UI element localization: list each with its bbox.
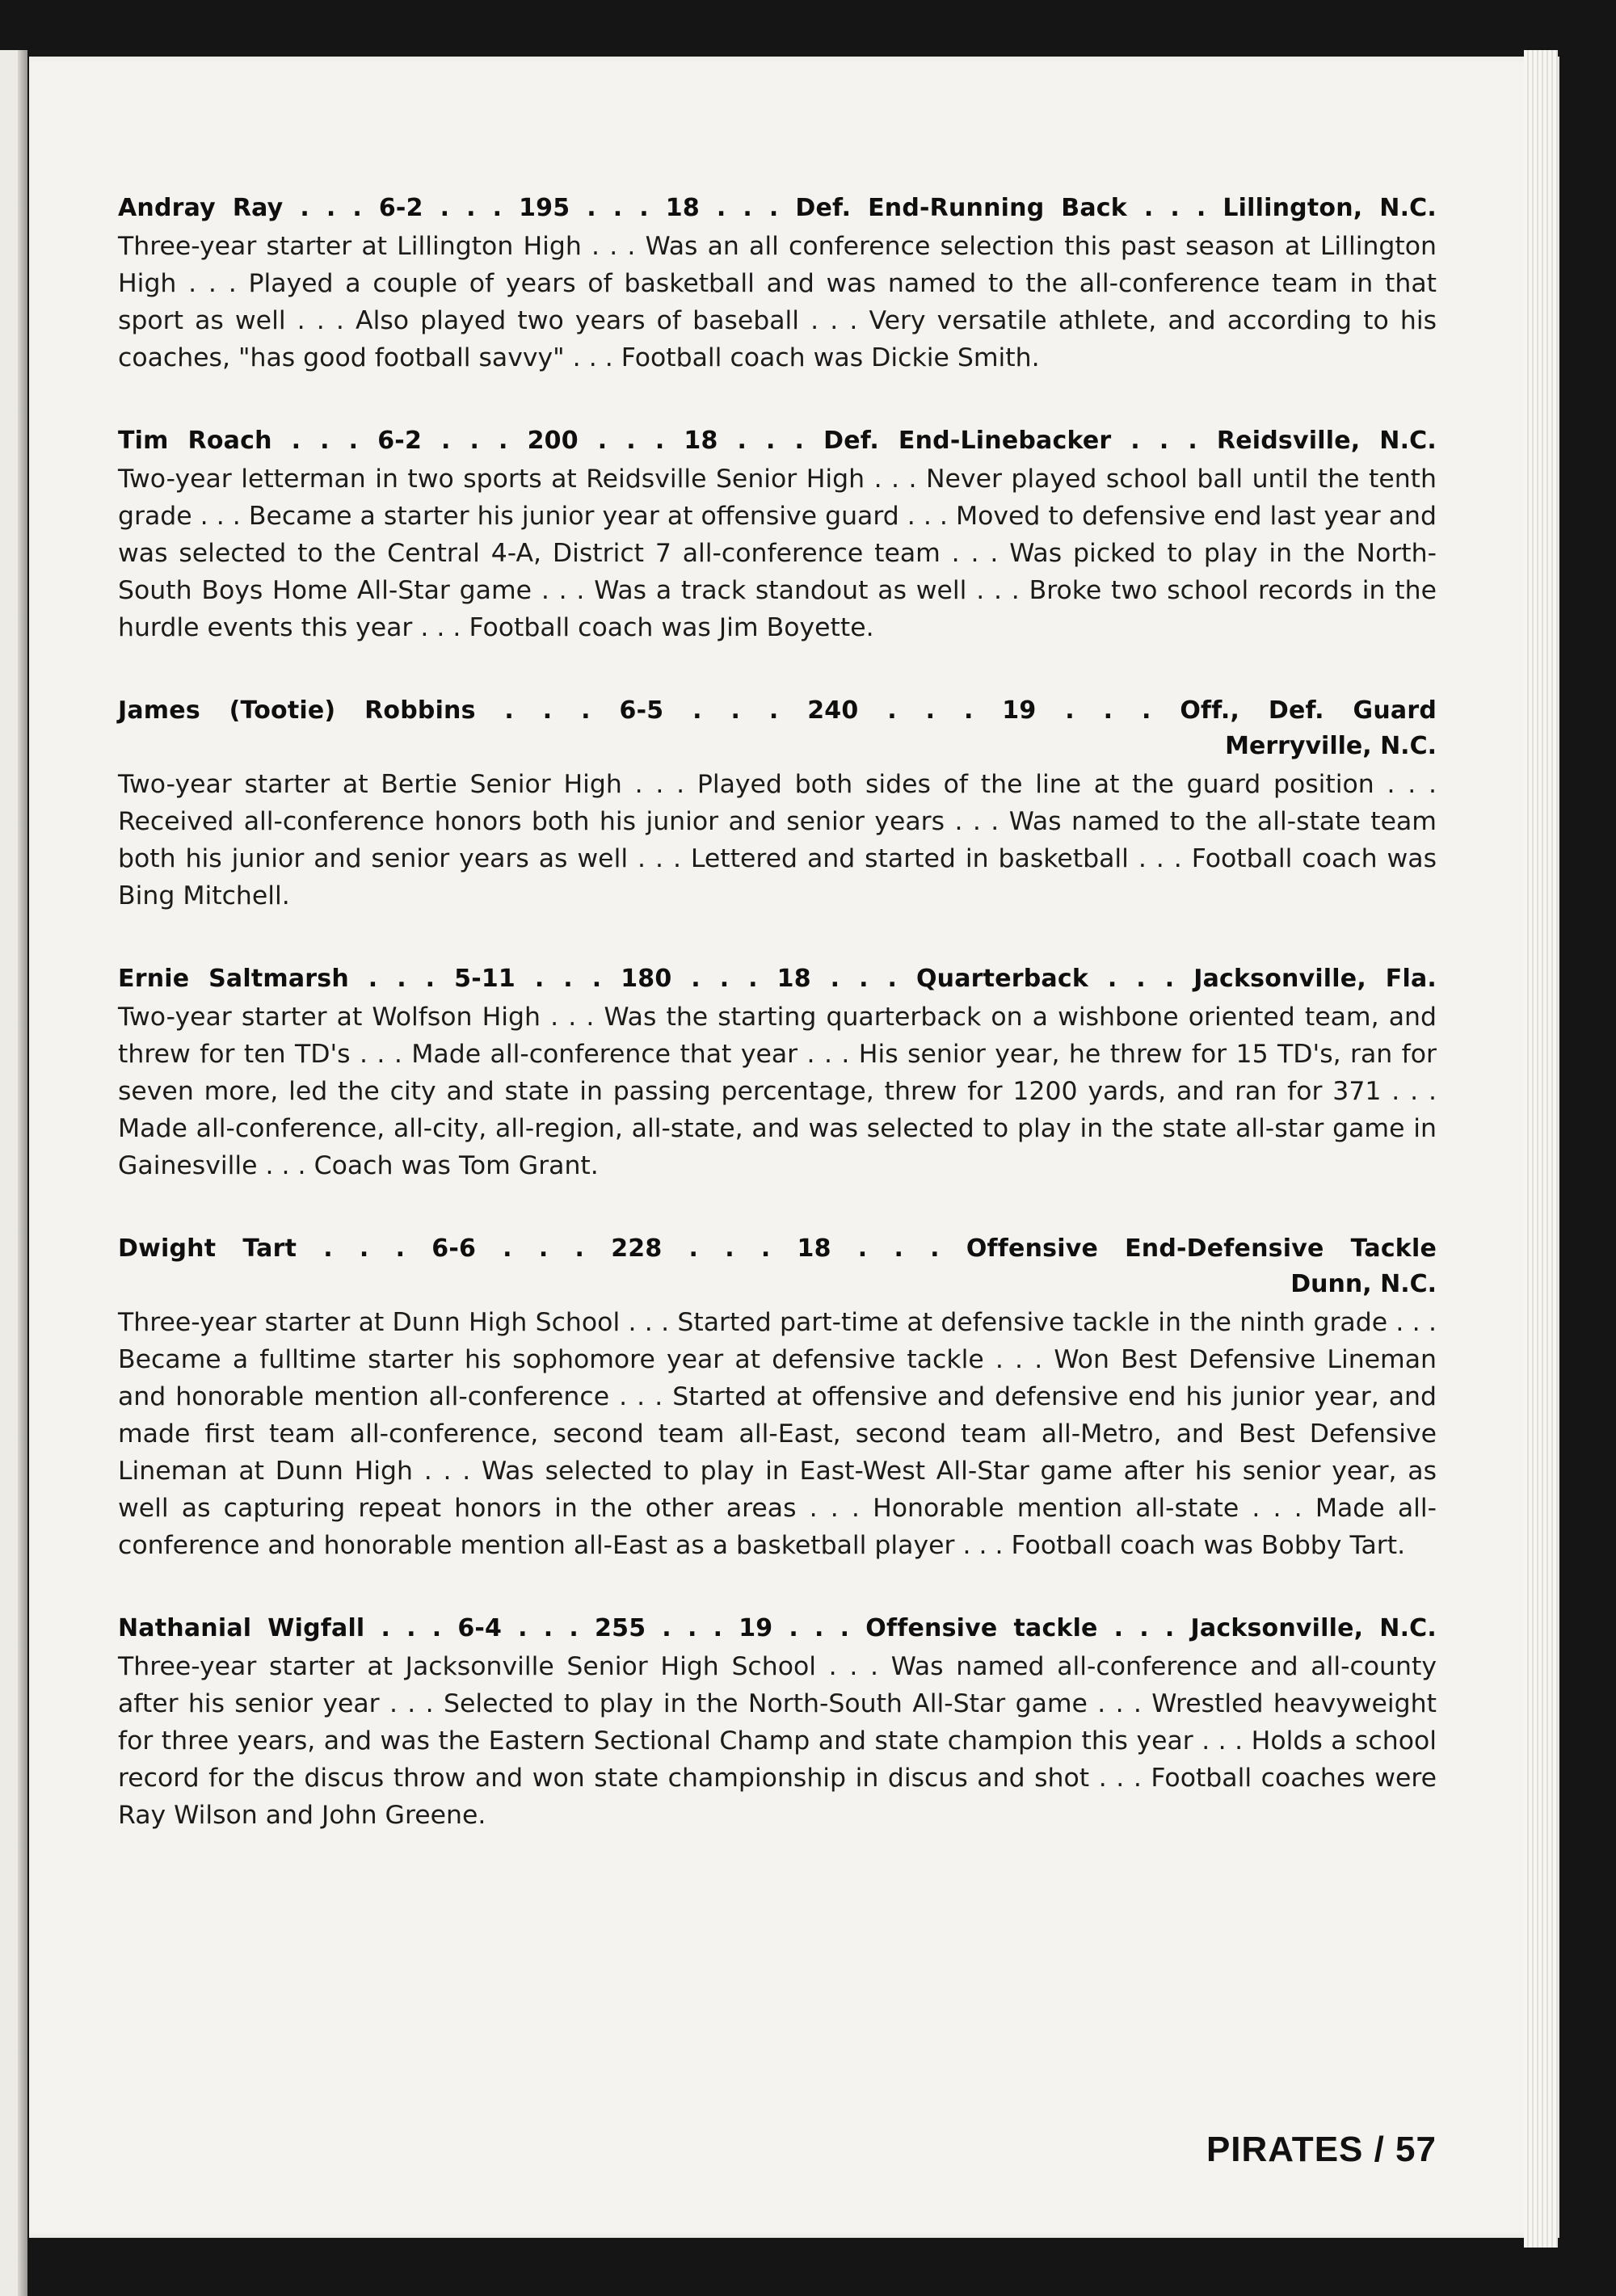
player-heading: Ernie Saltmarsh . . . 5-11 . . . 180 . . . 18 . . . Quarterback . . . Jacksonville, Fla. [118,965,1437,993]
player-heading: Andray Ray . . . 6-2 . . . 195 . . . 18 . . . Def. End-Running Back . . . Lillington, N.C. [118,194,1437,222]
player-entry [118,961,1437,1184]
player-heading: Dwight Tart . . . 6-6 . . . 228 . . . 18 . . . Offensive End-Defensive Tackle [118,1234,1437,1263]
player-heading: James (Tootie) Robbins . . . 6-5 . . . 240 . . . 19 . . . Off., Def. Guard [118,696,1437,725]
player-entry [118,693,1437,915]
page-folio: PIRATES / 57 [1206,2130,1437,2169]
player-entry [118,1231,1437,1564]
player-hometown: Merryville, N.C. [1225,732,1437,760]
player-entry [118,423,1437,646]
player-hometown: Dunn, N.C. [1290,1270,1437,1298]
player-bio: Two-year starter at Bertie Senior High . . . Played both sides of the line at the guard position . . . Received all-conference honors both his junior and senior years . . . Was named to the all-state team both his junior and senior years as well . . . Lettered and started in basketball . . . Football coach was Bing Mitchell. [118,770,1437,910]
player-bio: Two-year letterman in two sports at Reidsville Senior High . . . Never played school ball until the tenth grade . . . Became a starter his junior year at offensive guard . . . Moved to defensive end last year and was selected to the Central 4-A, District 7 all-conference team . . . Was picked to play in the North-South Boys Home All-Star game . . . Was a track standout as well . . . Broke two school records in the hurdle events this year . . . Football coach was Jim Boyette. [118,465,1437,642]
player-heading: Nathanial Wigfall . . . 6-4 . . . 255 . . . 19 . . . Offensive tackle . . . Jacksonville, N.C. [118,1614,1437,1642]
player-heading: Tim Roach . . . 6-2 . . . 200 . . . 18 . . . Def. End-Linebacker . . . Reidsville, N.C. [118,427,1437,455]
page-stack-edge [1524,50,1558,2248]
player-bio: Three-year starter at Dunn High School . . . Started part-time at defensive tackle in the ninth grade . . . Became a fulltime starter his sophomore year at defensive tackle . . . Won Best Defensive Lineman and honorable mention all-conference . . . Started at offensive and defensive end his junior year, and made first team all-conference, second team all-East, second team all-Metro, and Best Defensive Lineman at Dunn High . . . Was selected to play in East-West All-Star game after his senior year, as well as capturing repeat honors in the other areas . . . Honorable mention all-state . . . Made all-conference and honorable mention all-East as a basketball player . . . Football coach was Bobby Tart. [118,1308,1437,1560]
player-entry [118,1611,1437,1834]
book-gutter [18,50,27,2296]
player-bio: Three-year starter at Jacksonville Senior High School . . . Was named all-conference and all-county after his senior year . . . Selected to play in the North-South All-Star game . . . Wrestled heavyweight for three years, and was the Eastern Sectional Champ and state champion this year . . . Holds a school record for the discus throw and won state championship in discus and shot . . . Football coaches were Ray Wilson and John Greene. [118,1652,1437,1830]
player-entry [118,191,1437,376]
player-bio: Two-year starter at Wolfson High . . . Was the starting quarterback on a wishbone oriented team, and threw for ten TD's . . . Made all-conference that year . . . His senior year, he threw for 15 TD's, ran for seven more, led the city and state in passing percentage, threw for 1200 yards, and ran for 371 . . . Made all-conference, all-city, all-region, all-state, and was selected to play in the state all-star game in Gainesville . . . Coach was Tom Grant. [118,1003,1437,1180]
player-bio: Three-year starter at Lillington High . . . Was an all conference selection this past season at Lillington High . . . Played a couple of years of basketball and was named to the all-conference team in that sport as well . . . Also played two years of baseball . . . Very versatile athlete, and according to his coaches, "has good football savvy" . . . Football coach was Dickie Smith. [118,232,1437,372]
roster-bios [118,191,1437,1881]
